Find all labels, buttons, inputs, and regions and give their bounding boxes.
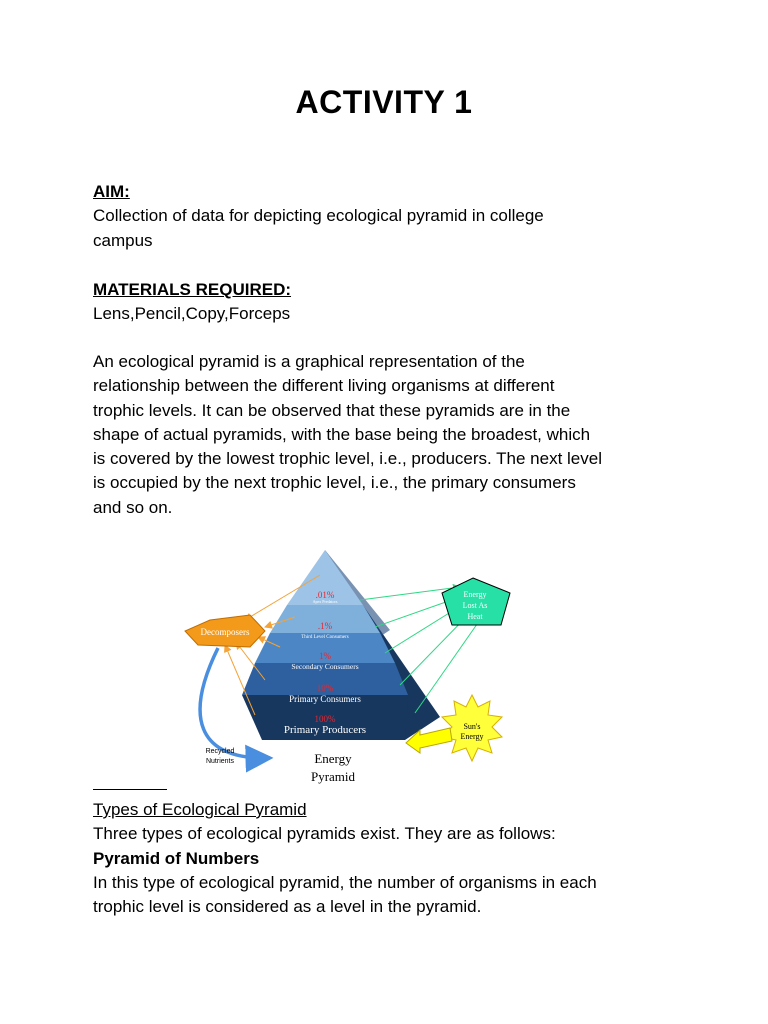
intro-line: An ecological pyramid is a graphical representation of the [93,352,525,371]
level-1-percent: .01% [315,590,335,600]
diagram-caption-line: Pyramid [310,769,356,784]
heat-label-line: Heat [467,612,483,621]
intro-line: trophic levels. It can be observed that these pyramids are in the [93,400,571,420]
intro-line: is occupied by the next trophic level, i.e., the primary consumers [93,473,576,493]
types-heading: Types of Ecological Pyramid [93,800,307,819]
intro-line: and so on. [93,497,173,517]
materials-section [93,278,683,327]
level-1-label: Apex Predators [312,599,338,604]
materials-heading: MATERIALS REQUIRED: [93,280,292,299]
decomposers-label: Decomposers [200,627,250,637]
intro-line: is covered by the lowest trophic level, i.e., producers. The next level [93,449,602,469]
types-section [93,798,683,919]
numbers-heading: Pyramid of Numbers [93,848,260,868]
recycled-label-line: Recycled [205,748,235,755]
sun-label-line: Energy [460,732,484,741]
intro-line: shape of actual pyramids, with the base being the broadest, which [93,424,591,444]
aim-text-line-1: Collection of data for depicting ecological pyramid in college [93,206,544,226]
level-2-percent: .1% [317,621,333,631]
numbers-line: trophic level is considered as a level in the pyramid. [93,897,482,917]
types-text: Three types of ecological pyramids exist. They are as follows: [93,824,556,844]
level-3-label: Secondary Consumers [291,662,359,671]
page-title: ACTIVITY 1 [295,84,473,120]
sun-label-line: Sun's [463,722,481,731]
energy-pyramid-diagram [170,545,530,790]
recycled-label-line: Nutrients [205,758,235,765]
heat-label-line: Lost As [462,601,488,610]
level-3-percent: 1% [319,651,331,661]
numbers-line: In this type of ecological pyramid, the number of organisms in each [93,872,597,892]
level-5-percent: 100% [314,714,336,724]
level-2-label: Third Level Consumers [301,635,349,640]
level-5-label: Primary Producers [283,724,367,736]
heat-label-line: Energy [463,590,487,599]
aim-section [93,180,683,253]
aim-heading: AIM: [93,182,130,201]
level-4-label: Primary Consumers [289,694,361,704]
intro-line: relationship between the different living organisms at different [93,376,555,396]
footnote-divider [93,789,167,790]
intro-paragraph [93,350,683,520]
level-4-percent: 10% [316,683,334,693]
materials-text: Lens,Pencil,Copy,Forceps [93,304,291,324]
diagram-caption-line: Energy [314,751,352,766]
aim-text-line-2: campus [93,230,153,250]
